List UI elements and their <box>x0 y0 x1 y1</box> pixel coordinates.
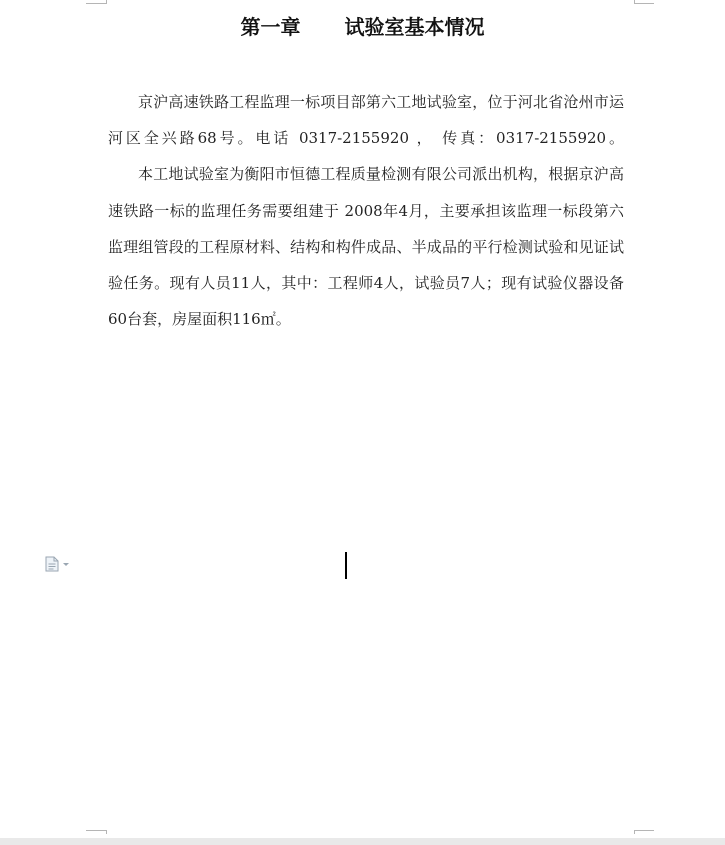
text-cursor <box>345 552 347 579</box>
page-corner-mark-bottom-left <box>86 830 106 834</box>
paragraph-description[interactable]: 本工地试验室为衡阳市恒德工程质量检测有限公司派出机构，根据京沪高速铁路一标的监理任务需要组建于 2008年4月，主要承担该监理一标段第六监理组管段的工程原材料、结构和构件成品、半成品的平行检测试验和见证试验任务。现有人员11人，其中：工程师4人，试验员7人；现有试验仪器设备60台套，房屋面积116㎡。 <box>108 165 624 329</box>
page-corner-mark-top-right <box>634 0 654 4</box>
body-text[interactable] <box>108 84 624 337</box>
chapter-title: 试验室基本情况 <box>344 15 485 39</box>
clipboard-paste-icon <box>45 556 59 572</box>
paste-options-button[interactable] <box>45 556 71 572</box>
page-corner-mark-bottom-right <box>634 830 654 834</box>
chapter-label: 第一章 <box>240 15 301 39</box>
page-corner-mark-top-left <box>86 0 106 4</box>
chapter-heading <box>0 13 725 41</box>
paragraph-location[interactable]: 京沪高速铁路工程监理一标项目部第六工地试验室，位于河北省沧州市运河区全兴路68号。电话 0317-2155920 ， 传真：0317-2155920。 <box>108 93 624 148</box>
chevron-down-icon <box>63 563 69 566</box>
